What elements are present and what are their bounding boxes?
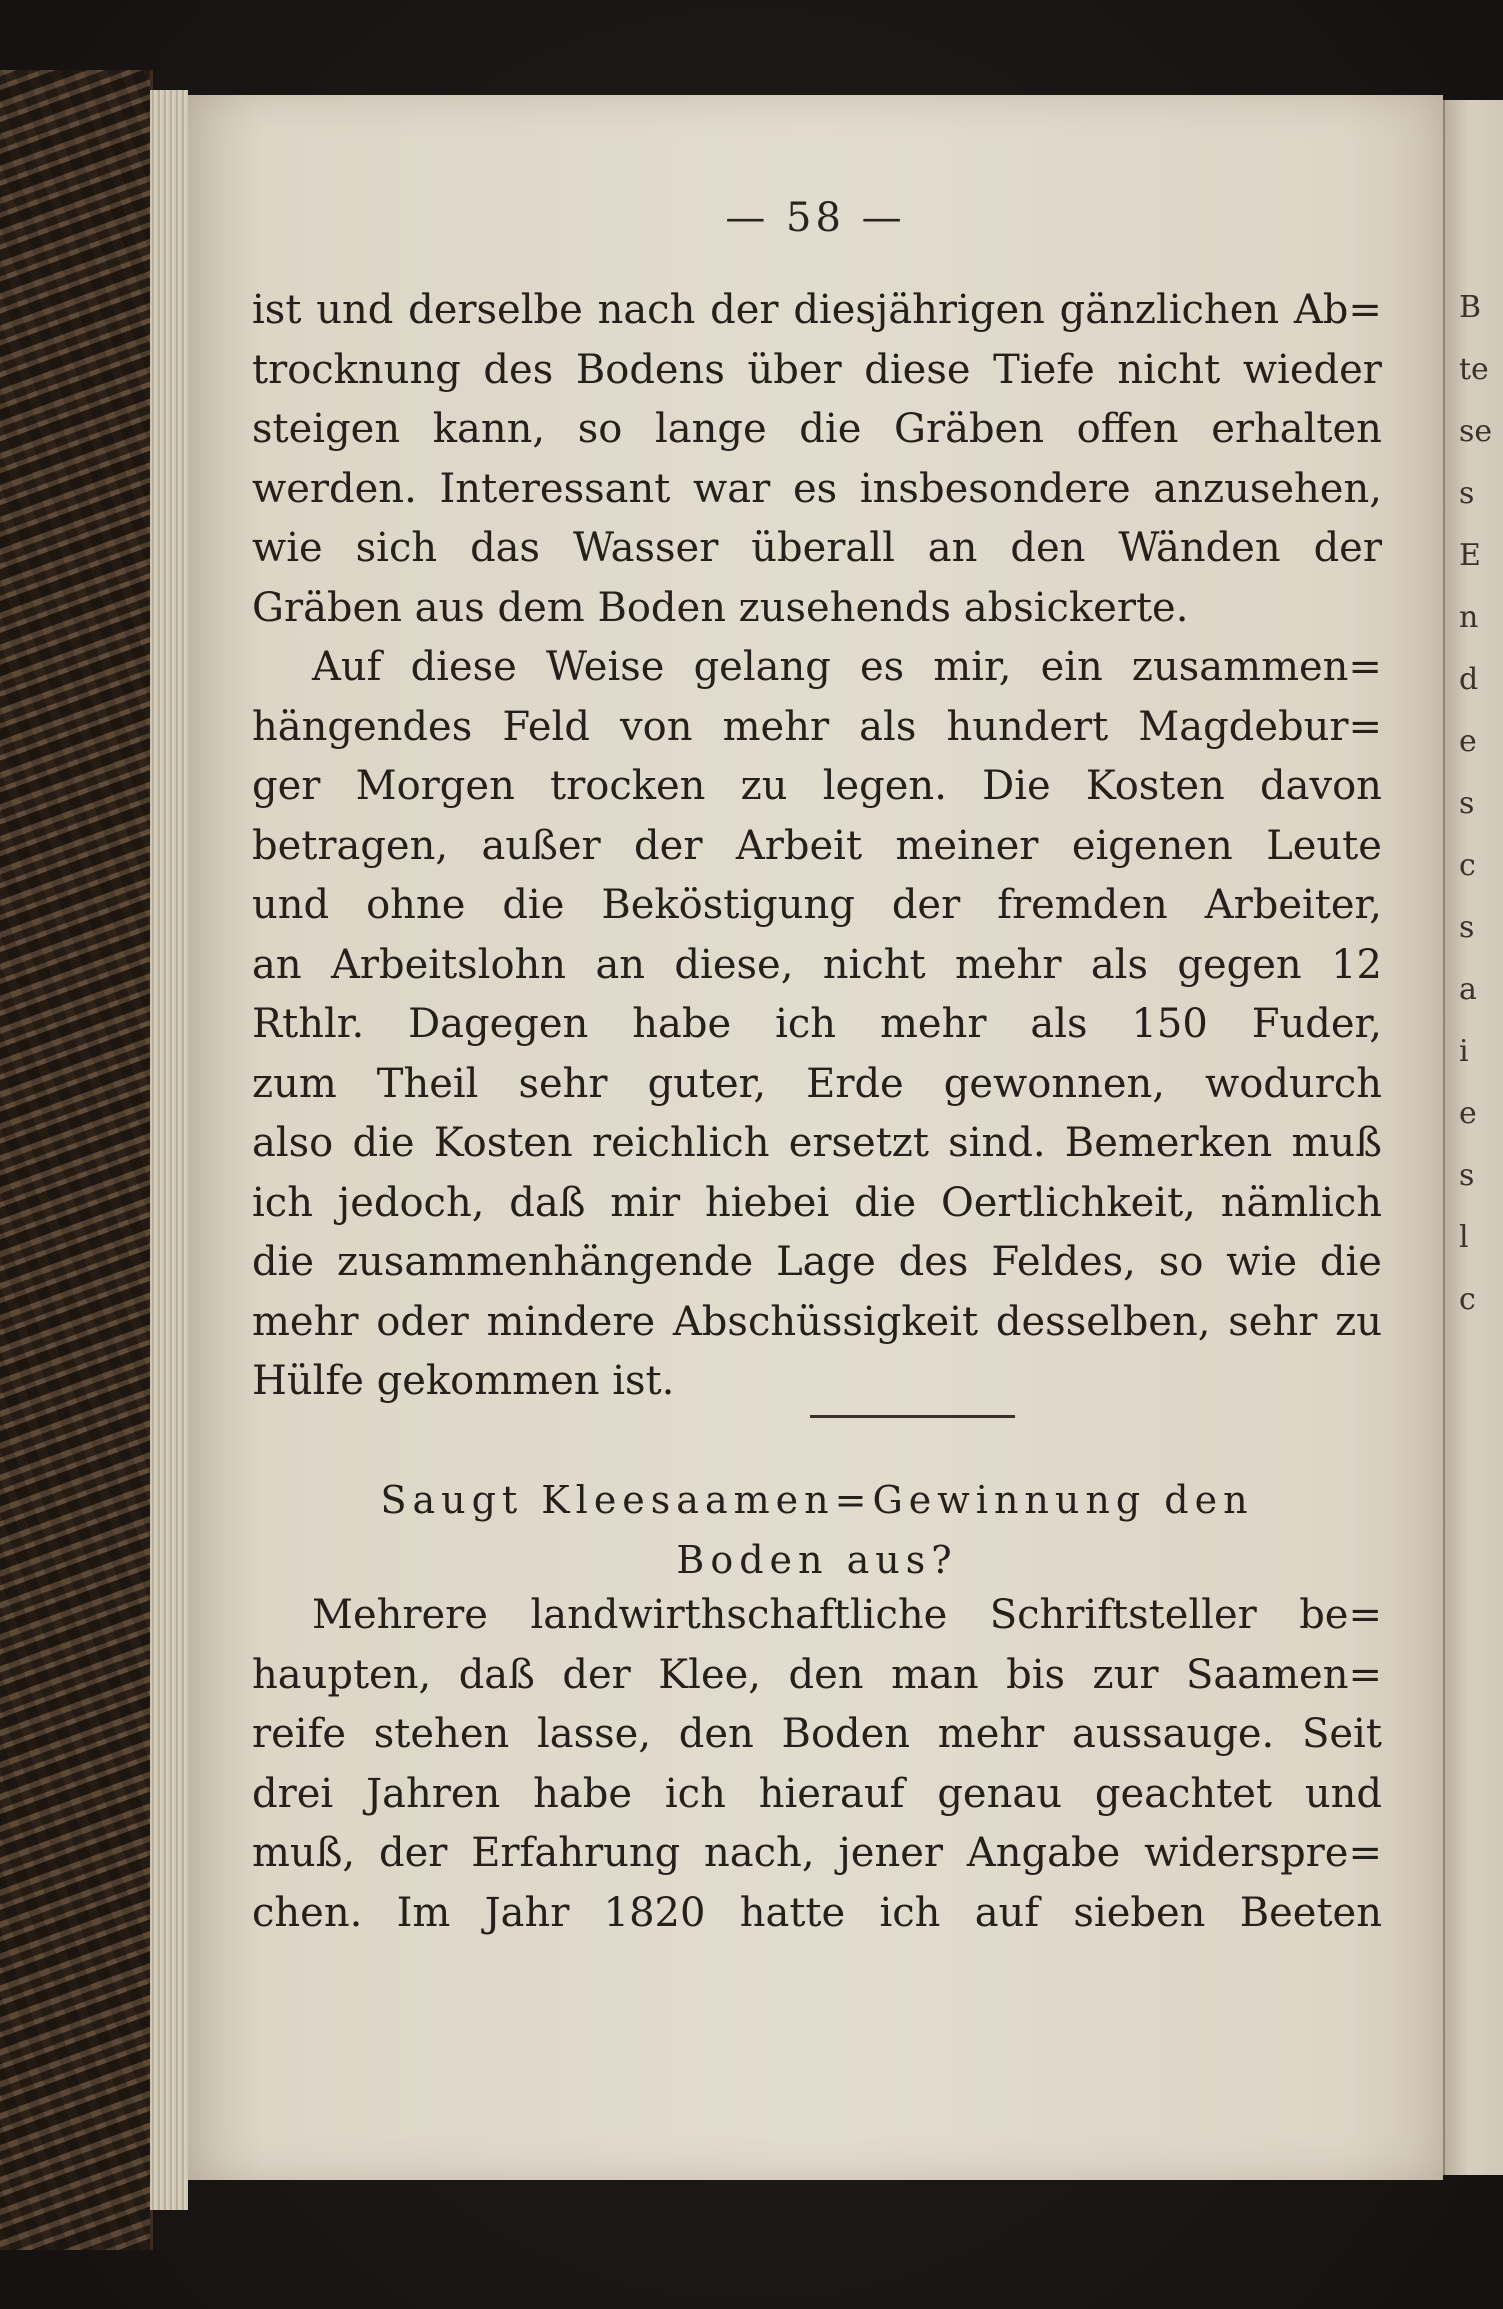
adjacent-page-glyph: se: [1459, 414, 1493, 449]
text-line: ist und derselbe nach der diesjährigen gänzlichen Ab=: [252, 287, 1382, 333]
adjacent-page-glyph: E: [1459, 538, 1481, 573]
adjacent-page-glyph: c: [1459, 1282, 1476, 1317]
text-line: mehr oder mindere Abschüssigkeit desselben, sehr zu: [252, 1298, 1382, 1345]
text-line: die zusammenhängende Lage des Feldes, so wie die: [252, 1239, 1382, 1285]
text-line: Rthlr. Dagegen habe ich mehr als 150 Fuder,: [252, 1001, 1382, 1047]
text-line: zum Theil sehr guter, Erde gewonnen, wodurch: [252, 1060, 1382, 1107]
book-cover-edge: [0, 70, 153, 2250]
section-heading-line1: Saugt Kleesaamen=Gewinnung den: [380, 1478, 1254, 1522]
adjacent-page-glyph: B: [1459, 290, 1482, 325]
adjacent-page-glyph: e: [1459, 724, 1477, 759]
page-stack-edge: [150, 90, 188, 2210]
text-line: und ohne die Beköstigung der fremden Arbeiter,: [252, 882, 1382, 928]
text-line: drei Jahren habe ich hierauf genau geachtet und: [252, 1770, 1382, 1817]
text-line: ich jedoch, daß mir hiebei die Oertlichkeit, nämlich: [252, 1179, 1382, 1226]
text-line: werden. Interessant war es insbesondere anzusehen,: [252, 465, 1382, 512]
adjacent-page-glyph: l: [1459, 1220, 1469, 1255]
adjacent-page-glyph: te: [1459, 352, 1489, 387]
adjacent-page-glyph: s: [1459, 786, 1475, 821]
text-line: betragen, außer der Arbeit meiner eigenen Leute: [252, 822, 1382, 869]
adjacent-page-glyph: d: [1459, 662, 1479, 697]
text-line: wie sich das Wasser überall an den Wänden der: [252, 525, 1382, 571]
text-line: trocknung des Bodens über diese Tiefe nicht wieder: [252, 346, 1382, 393]
text-line: Gräben aus dem Boden zusehends absickerte.: [252, 584, 1189, 631]
adjacent-page-glyph: n: [1459, 600, 1479, 635]
section-divider: [810, 1415, 1015, 1418]
text-line: Auf diese Weise gelang es mir, ein zusammen=: [312, 644, 1382, 690]
section-heading-line2: Boden aus?: [676, 1538, 958, 1582]
adjacent-page-glyph: s: [1459, 910, 1475, 945]
adjacent-page-glyph: c: [1459, 848, 1476, 883]
text-line: an Arbeitslohn an diese, nicht mehr als gegen 12: [252, 941, 1382, 988]
text-line: haupten, daß der Klee, den man bis zur Saamen=: [252, 1651, 1382, 1698]
adjacent-page-edge: [1443, 100, 1503, 2175]
adjacent-page-glyph: i: [1459, 1034, 1469, 1069]
adjacent-page-glyph: a: [1459, 972, 1477, 1007]
adjacent-page-glyph: s: [1459, 1158, 1475, 1193]
text-line: Mehrere landwirthschaftliche Schriftsteller be=: [312, 1592, 1382, 1638]
text-line: ger Morgen trocken zu legen. Die Kosten davon: [252, 763, 1382, 809]
text-line: Hülfe gekommen ist.: [252, 1358, 675, 1404]
adjacent-page-glyph: e: [1459, 1096, 1477, 1131]
adjacent-page-glyph: s: [1459, 476, 1475, 511]
text-line: muß, der Erfahrung nach, jener Angabe widerspre=: [252, 1830, 1382, 1876]
text-line: reife stehen lasse, den Boden mehr aussauge. Seit: [252, 1711, 1382, 1757]
text-line: steigen kann, so lange die Gräben offen erhalten: [252, 406, 1382, 452]
text-line: chen. Im Jahr 1820 hatte ich auf sieben Beeten: [252, 1889, 1382, 1936]
text-line: also die Kosten reichlich ersetzt sind. Bemerken muß: [252, 1120, 1382, 1166]
text-line: hängendes Feld von mehr als hundert Magdebur=: [252, 703, 1382, 750]
page-number-header: — 58 —: [725, 195, 906, 241]
